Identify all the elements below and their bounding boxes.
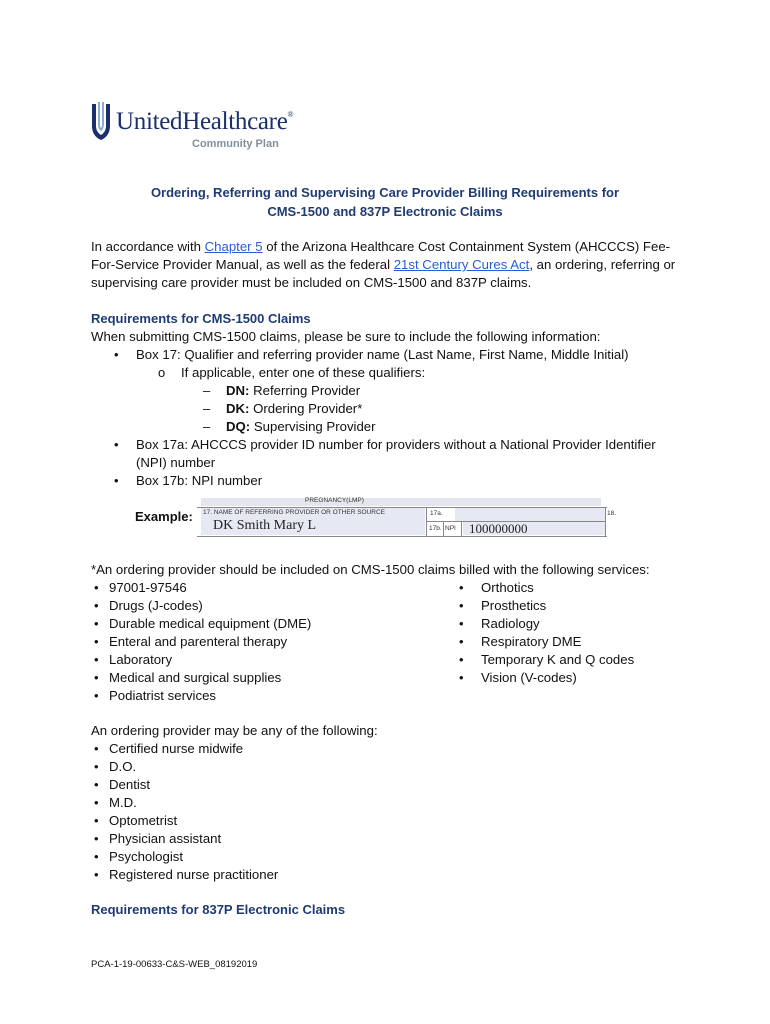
npi-label: NPI [445, 525, 456, 532]
qualifier-dk: DK: Ordering Provider* [226, 401, 363, 416]
list-item: Laboratory [109, 652, 173, 667]
brand-name: UnitedHealthcare® [116, 108, 294, 135]
box17-field [201, 508, 425, 535]
section-heading-cms1500: Requirements for CMS-1500 Claims [91, 311, 311, 326]
list-item: Psychologist [109, 849, 184, 864]
list-item: Enteral and parenteral therapy [109, 634, 288, 649]
list-item: Respiratory DME [481, 634, 582, 649]
form-divider [443, 522, 444, 536]
box17a-item: Box 17a: AHCCCS provider ID number for providers without a National Provider Identifier [136, 437, 656, 452]
bullet-icon: • [94, 777, 99, 792]
bullet-icon: • [94, 867, 99, 882]
list-item: Durable medical equipment (DME) [109, 616, 312, 631]
list-item: Temporary K and Q codes [481, 652, 635, 667]
ordering-lead: An ordering provider may be any of the following: [91, 723, 378, 738]
qualifier-intro: If applicable, enter one of these qualifiers: [181, 365, 426, 380]
box17a-label: 17a. [430, 510, 443, 517]
dash-icon: – [203, 383, 211, 398]
box17b-value: 100000000 [469, 521, 528, 536]
bullet-icon: • [94, 652, 99, 667]
document-title [92, 183, 678, 221]
cms1500-lead: When submitting CMS-1500 claims, please be sure to include the following information: [91, 329, 601, 344]
bullet-icon: • [94, 831, 99, 846]
chapter-5-link[interactable]: Chapter 5 [204, 239, 263, 254]
cms1500-form-snippet [197, 498, 617, 540]
uhc-shield-icon [90, 100, 112, 142]
list-item: Dentist [109, 777, 151, 792]
bullet-icon: • [114, 347, 119, 362]
list-item: Physician assistant [109, 831, 222, 846]
bullet-icon: • [94, 688, 99, 703]
box17-item: Box 17: Qualifier and referring provider name (Last Name, First Name, Middle Initial) [136, 347, 629, 362]
list-item: M.D. [109, 795, 137, 810]
box17b-label: 17b. [429, 525, 442, 532]
list-item: Prosthetics [481, 598, 547, 613]
list-item: Optometrist [109, 813, 178, 828]
sub-bullet-icon: o [158, 365, 166, 380]
bullet-icon: • [94, 616, 99, 631]
section-heading-837p: Requirements for 837P Electronic Claims [91, 902, 346, 917]
title-line-2: CMS-1500 and 837P Electronic Claims [267, 204, 503, 219]
bullet-icon: • [459, 652, 464, 667]
pregnancy-label: PREGNANCY(LMP) [305, 497, 364, 504]
bullet-icon: • [94, 813, 99, 828]
box17a-field [455, 508, 605, 521]
list-item: Certified nurse midwife [109, 741, 244, 756]
brand-subtitle: Community Plan [192, 138, 279, 150]
list-item: Registered nurse practitioner [109, 867, 279, 882]
bullet-icon: • [94, 670, 99, 685]
unitedhealthcare-logo [90, 98, 320, 158]
list-item: Podiatrist services [109, 688, 217, 703]
box18-label: 18. [607, 510, 617, 517]
form-divider [605, 507, 606, 537]
intro-paragraph: In accordance with Chapter 5 of the Arizona Healthcare Cost Containment System (AHCCCS) Fee- For-Service Provider Manual, as well as the federal 21st Century Cures Act, an ordering, referring or supervising care provider must be included on CMS-1500 and 837P claims. [91, 239, 676, 290]
cures-act-link[interactable]: 21st Century Cures Act [393, 257, 530, 272]
form-top-strip [201, 498, 601, 506]
bullet-icon: • [459, 616, 464, 631]
bullet-icon: • [94, 795, 99, 810]
document-code-footer: PCA-1-19-00633-C&S-WEB_08192019 [91, 959, 258, 970]
bullet-icon: • [114, 437, 119, 452]
form-rule [197, 536, 607, 537]
form-divider [426, 507, 427, 537]
bullet-icon: • [94, 849, 99, 864]
list-item: Radiology [481, 616, 540, 631]
box17-value: DK Smith Mary L [213, 518, 317, 533]
list-item: Drugs (J-codes) [109, 598, 203, 613]
bullet-icon: • [459, 580, 464, 595]
list-item: D.O. [109, 759, 137, 774]
services-lead: *An ordering provider should be included on CMS-1500 claims billed with the following services: [91, 562, 650, 577]
bullet-icon: • [94, 759, 99, 774]
bullet-icon: • [94, 580, 99, 595]
dash-icon: – [203, 401, 211, 416]
box17a-item-cont: (NPI) number [136, 455, 216, 470]
title-line-1: Ordering, Referring and Supervising Care Provider Billing Requirements for [150, 185, 620, 200]
bullet-icon: • [459, 634, 464, 649]
dash-icon: – [203, 419, 211, 434]
list-item: 97001-97546 [109, 580, 187, 595]
example-label: Example: [135, 509, 193, 524]
box17b-item: Box 17b: NPI number [136, 473, 263, 488]
form-divider [461, 522, 462, 536]
box17-label: 17. NAME OF REFERRING PROVIDER OR OTHER SOURCE [203, 509, 386, 516]
bullet-icon: • [459, 670, 464, 685]
list-item: Vision (V-codes) [481, 670, 577, 685]
bullet-icon: • [94, 741, 99, 756]
bullet-icon: • [94, 598, 99, 613]
qualifier-dn: DN: Referring Provider [226, 383, 361, 398]
list-item: Medical and surgical supplies [109, 670, 282, 685]
bullet-icon: • [94, 634, 99, 649]
bullet-icon: • [114, 473, 119, 488]
qualifier-dq: DQ: Supervising Provider [226, 419, 376, 434]
list-item: Orthotics [481, 580, 534, 595]
bullet-icon: • [459, 598, 464, 613]
